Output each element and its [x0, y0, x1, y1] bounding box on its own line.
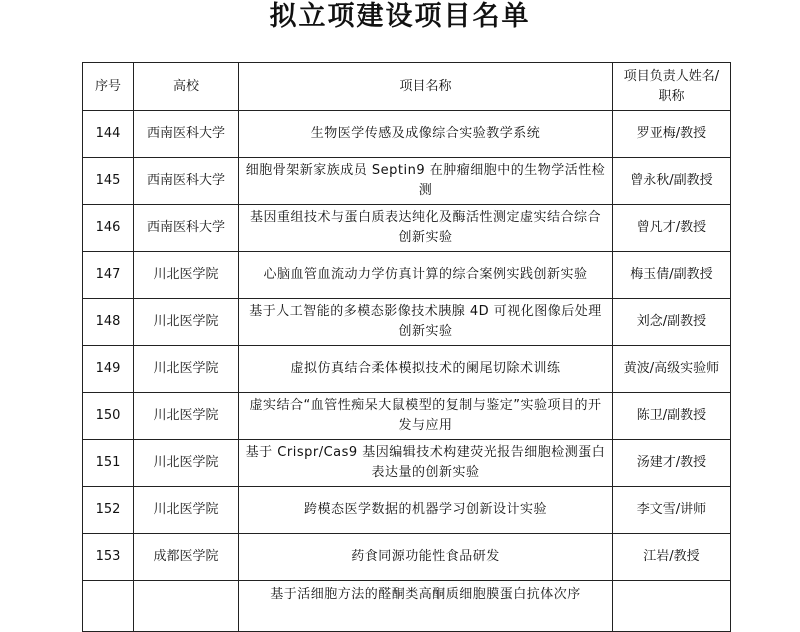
row-serial-number: 146	[83, 205, 134, 252]
row-project-name: 心脑血管血流动力学仿真计算的综合案例实践创新实验	[239, 252, 613, 299]
table-row-partial	[83, 581, 731, 632]
row-project-name: 基因重组技术与蛋白质表达纯化及酶活性测定虚实结合综合创新实验	[239, 205, 613, 252]
row-project-leader: 李文雪/讲师	[613, 487, 731, 534]
row-project-leader: 罗亚梅/教授	[613, 111, 731, 158]
row-university	[134, 581, 239, 632]
row-project-name: 细胞骨架新家族成员 Septin9 在肿瘤细胞中的生物学活性检测	[239, 158, 613, 205]
row-university: 川北医学院	[134, 346, 239, 393]
row-serial-number	[83, 581, 134, 632]
row-project-leader	[613, 581, 731, 632]
row-university: 川北医学院	[134, 393, 239, 440]
table-row	[83, 346, 731, 393]
row-project-name: 跨模态医学数据的机器学习创新设计实验	[239, 487, 613, 534]
row-project-name: 生物医学传感及成像综合实验教学系统	[239, 111, 613, 158]
row-serial-number: 148	[83, 299, 134, 346]
project-list-table	[82, 62, 731, 632]
row-project-name: 基于活细胞方法的醛酮类高酮质细胞膜蛋白抗体次序	[239, 581, 613, 632]
row-university: 川北医学院	[134, 252, 239, 299]
row-university: 西南医科大学	[134, 205, 239, 252]
row-serial-number: 153	[83, 534, 134, 581]
row-project-name: 虚实结合“血管性痴呆大鼠模型的复制与鉴定”实验项目的开发与应用	[239, 393, 613, 440]
row-university: 川北医学院	[134, 299, 239, 346]
table-row	[83, 205, 731, 252]
table-header-row	[83, 63, 731, 111]
row-university: 川北医学院	[134, 440, 239, 487]
header-university: 高校	[134, 63, 239, 111]
row-serial-number: 149	[83, 346, 134, 393]
row-university: 西南医科大学	[134, 111, 239, 158]
table-row	[83, 487, 731, 534]
row-project-leader: 陈卫/副教授	[613, 393, 731, 440]
header-project-name: 项目名称	[239, 63, 613, 111]
table-row	[83, 158, 731, 205]
row-serial-number: 147	[83, 252, 134, 299]
row-project-leader: 梅玉倩/副教授	[613, 252, 731, 299]
row-serial-number: 151	[83, 440, 134, 487]
row-project-name: 虚拟仿真结合柔体模拟技术的阑尾切除术训练	[239, 346, 613, 393]
row-project-leader: 黄波/高级实验师	[613, 346, 731, 393]
row-project-leader: 江岩/教授	[613, 534, 731, 581]
table-row	[83, 440, 731, 487]
row-project-name: 基于人工智能的多模态影像技术胰腺 4D 可视化图像后处理创新实验	[239, 299, 613, 346]
row-serial-number: 145	[83, 158, 134, 205]
table-row	[83, 393, 731, 440]
row-project-name: 基于 Crispr/Cas9 基因编辑技术构建荧光报告细胞检测蛋白表达量的创新实验	[239, 440, 613, 487]
row-serial-number: 144	[83, 111, 134, 158]
table-row	[83, 111, 731, 158]
row-university: 川北医学院	[134, 487, 239, 534]
row-serial-number: 152	[83, 487, 134, 534]
row-university: 成都医学院	[134, 534, 239, 581]
row-project-leader: 汤建才/教授	[613, 440, 731, 487]
row-project-leader: 刘念/副教授	[613, 299, 731, 346]
table-row	[83, 252, 731, 299]
table-row	[83, 534, 731, 581]
row-university: 西南医科大学	[134, 158, 239, 205]
row-serial-number: 150	[83, 393, 134, 440]
header-serial-number: 序号	[83, 63, 134, 111]
header-project-leader: 项目负责人姓名/职称	[613, 63, 731, 111]
row-project-leader: 曾凡才/教授	[613, 205, 731, 252]
row-project-leader: 曾永秋/副教授	[613, 158, 731, 205]
table-row	[83, 299, 731, 346]
row-project-name: 药食同源功能性食品研发	[239, 534, 613, 581]
page-title: 拟立项建设项目名单	[269, 1, 531, 32]
